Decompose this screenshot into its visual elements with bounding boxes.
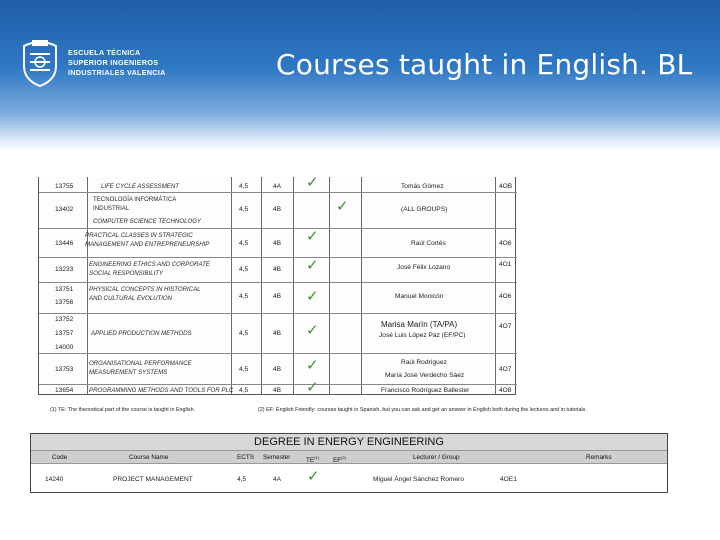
row-group: 4OE1 [500, 476, 517, 483]
row-code: 13233 [55, 266, 74, 273]
row-course-name: PRACTICAL CLASSES IN STRATEGIC [85, 232, 193, 239]
te-check-icon: ✓ [306, 321, 319, 339]
row-semester: 4B [273, 240, 282, 247]
row-course-name: PHYSICAL CONCEPTS IN HISTORICAL [89, 286, 201, 293]
row-course-name: MEASUREMENT SYSTEMS [89, 369, 168, 376]
slide-title: Courses taught in English. BL [276, 48, 693, 81]
row-course-name: TECNOLOGÍA INFORMÁTICA [93, 196, 177, 203]
row-lecturer: Miguel Ángel Sánchez Romero [373, 476, 464, 483]
row-group: 4O6 [499, 240, 512, 247]
row-ects: 4,5 [239, 366, 249, 373]
row-code: 13654 [55, 387, 74, 394]
logo-line-1: ESCUELA TÉCNICA [68, 48, 141, 57]
row-code-alt: 14000 [55, 344, 74, 351]
row-course-name: ENGINEERING ETHICS AND CORPORATE [89, 261, 210, 268]
row-semester: 4B [273, 366, 282, 373]
row-course-name: ORGANISATIONAL PERFORMANCE [89, 360, 192, 367]
row-ects: 4,5 [239, 240, 249, 247]
degree-title: DEGREE IN ENERGY ENGINEERING [31, 434, 667, 450]
row-ects: 4,5 [239, 266, 249, 273]
row-code: 13755 [55, 183, 74, 190]
footnote-ef: (2) EF: English Friendly: courses taught in Spanish, but you can ask and get an answer in English both during the lectures and in tutorials. [258, 407, 587, 413]
coat-of-arms-icon [18, 36, 62, 88]
row-code: 14240 [45, 476, 64, 483]
row-group: 4OB [499, 183, 513, 190]
row-code: 13751 [55, 286, 74, 293]
row-course-name: APPLIED PRODUCTION METHODS [91, 330, 192, 337]
row-code-alt: 13756 [55, 299, 74, 306]
row-group: 4O7 [499, 323, 512, 330]
row-code: 13402 [55, 206, 74, 213]
row-ects: 4,5 [239, 183, 249, 190]
row-semester: 4B [273, 387, 282, 394]
row-course-name: PROGRAMMING METHODS AND TOOLS FOR PLC [89, 387, 234, 394]
row-lecturer: (ALL GROUPS) [401, 206, 448, 213]
header-remarks: Remarks [586, 454, 612, 461]
header-semester: Semester [263, 454, 291, 461]
row-group: 4O1 [499, 261, 512, 268]
row-course-name: INDUSTRIAL [93, 205, 130, 212]
row-ects: 4,5 [237, 476, 247, 483]
row-course-name: PROJECT MANAGEMENT [113, 476, 193, 483]
te-check-icon: ✓ [306, 378, 319, 396]
row-ects: 4,5 [239, 330, 249, 337]
row-course-name: LIFE CYCLE ASSESSMENT [101, 183, 179, 190]
row-course-name: SOCIAL RESPONSIBILITY [89, 270, 164, 277]
row-lecturer: Francisco Rodríguez Ballester [381, 387, 470, 394]
footnote-te: (1) TE: The theoretical part of the course is taught in English. [50, 407, 196, 413]
te-check-icon: ✓ [306, 287, 319, 305]
row-group: 4O6 [499, 293, 512, 300]
row-group: 4O7 [499, 366, 512, 373]
te-check-icon: ✓ [307, 467, 320, 485]
school-logo [18, 36, 166, 90]
header-code: Code [52, 454, 68, 461]
row-ects: 4,5 [239, 387, 249, 394]
row-code: 13752 [55, 316, 74, 323]
row-lecturer: Raúl Cortés [411, 240, 446, 247]
energy-engineering-table [30, 433, 668, 493]
row-group: 4O8 [499, 387, 512, 394]
te-check-icon: ✓ [306, 227, 319, 245]
row-course-name: MANAGEMENT AND ENTREPRENEURSHIP [85, 241, 210, 248]
row-semester: 4A [273, 183, 282, 190]
row-semester: 4B [273, 206, 282, 213]
row-semester: 4B [273, 293, 282, 300]
logo-line-2: SUPERIOR INGENIEROS [68, 58, 159, 67]
row-lecturer: Tomás Gómez [401, 183, 444, 190]
table-header-row [31, 450, 667, 464]
te-check-icon: ✓ [306, 356, 319, 374]
row-lecturer: Raúl Rodríguez [401, 359, 447, 366]
row-semester: 4B [273, 266, 282, 273]
courses-table-top [38, 173, 516, 396]
row-semester: 4B [273, 330, 282, 337]
row-course-name: AND CULTURAL EVOLUTION [89, 295, 173, 302]
row-course-name: COMPUTER SCIENCE TECHNOLOGY [93, 218, 202, 225]
row-code: 13753 [55, 366, 74, 373]
header-te: TE$^{(1)}$ [306, 455, 320, 465]
row-lecturer: Manuel Monicón [395, 293, 444, 300]
row-lecturer: Marisa Marín (TA/PA) [381, 320, 458, 329]
row-lecturer: José Félix Lozano [397, 264, 451, 271]
header-lecturer-group: Lecturer / Group [413, 454, 460, 461]
logo-line-3: INDUSTRIALES VALENCIA [68, 68, 166, 77]
row-code-alt: 13757 [55, 330, 74, 337]
row-code: 13446 [55, 240, 74, 247]
row-ects: 4,5 [239, 293, 249, 300]
row-lecturer: María José Verdecho Sáez [385, 372, 465, 379]
header-course-name: Course Name [129, 454, 169, 461]
row-ects: 4,5 [239, 206, 249, 213]
row-lecturer: José Luis López Paz (EF/PC) [379, 332, 466, 339]
header-ects: ECTS [237, 454, 255, 461]
te-check-icon: ✓ [306, 173, 319, 191]
te-check-icon: ✓ [306, 256, 319, 274]
header-ef: EF$^{(2)}$ [333, 455, 347, 465]
ef-check-icon: ✓ [336, 197, 349, 215]
row-semester: 4A [273, 476, 282, 483]
